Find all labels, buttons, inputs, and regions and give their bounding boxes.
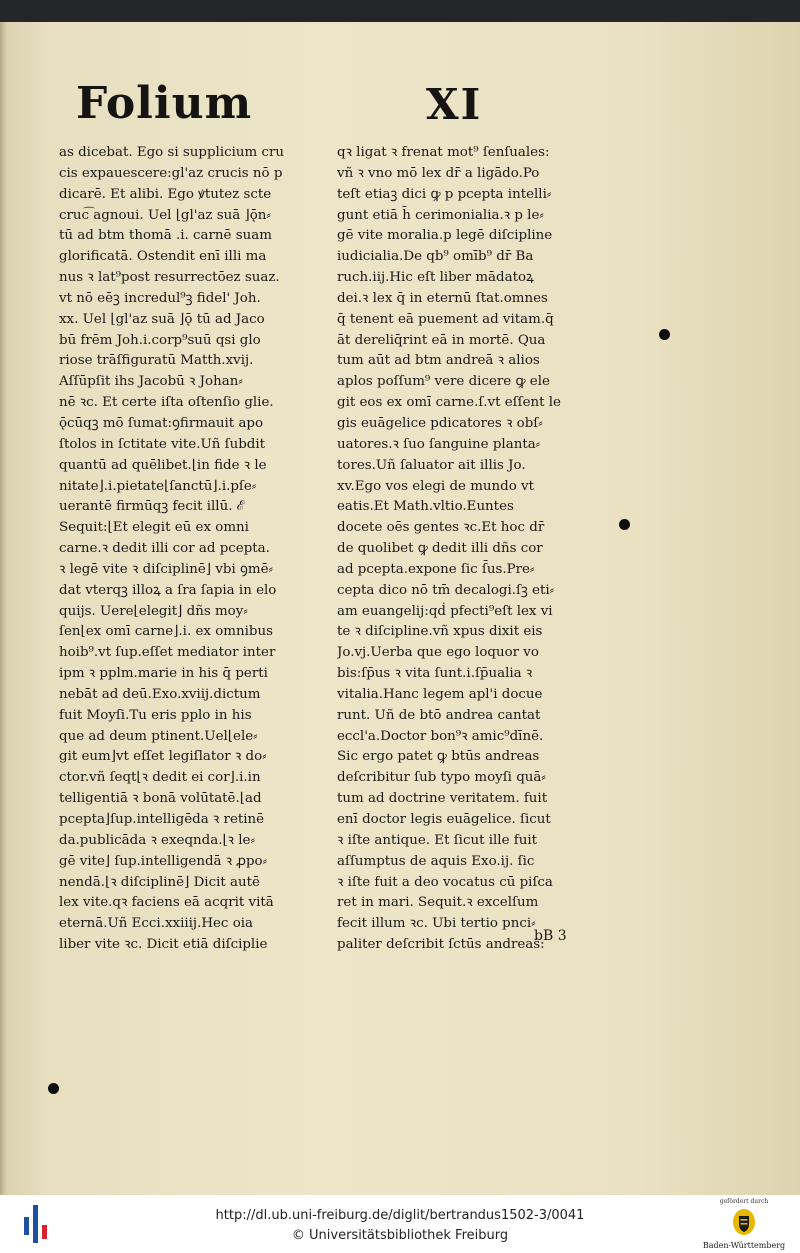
folio-number: XI (426, 80, 483, 129)
text-line: gunt etiā h̄ cerimonialia.ꝛ p le⸗ (337, 207, 544, 223)
text-line: runt. Uñ de btō andrea cantat (337, 707, 541, 723)
text-line: tum aūt ad btm andreā ꝛ alios (337, 353, 540, 369)
text-line: vñ ꝛ vno mō lex dr̄ a ligādo.Po (337, 165, 540, 181)
copyright-notice: © Universitätsbibliothek Freiburg (291, 1228, 509, 1243)
text-line: ꝛ iſte fuit a deo vocatus cū piſca (337, 874, 553, 890)
text-line: āt dereliq̄rint eā in mortē. Qua (337, 332, 546, 348)
text-line: cepta dico nō tm̄ decalogi.ſꝫ eti⸗ (337, 582, 555, 598)
text-line: liber vite ꝛc. Dicit etiā diſciplie (59, 937, 268, 953)
text-line: ſen⌊ex omī carne⌋.i. ex omnibus (59, 624, 273, 640)
text-line: deſcribitur ſub typo moyſi quā⸗ (337, 770, 546, 786)
text-line: git eum⌋vt eſſet legiſlator ꝛ do⸗ (59, 749, 267, 765)
text-line: gē vite⌋ ſup.intelligendā ꝛ ꝓpo⸗ (59, 853, 268, 869)
text-line: gē vite moralia.p legē diſcipline (337, 228, 553, 244)
text-line: ctor.vñ ſeqt⌊ꝛ dedit ei cor⌋.i.in (59, 770, 261, 786)
text-line: aſſumptus de aquis Exo.ij. ſic (337, 853, 535, 869)
text-line: am euangelij:qḋ pfecti⁹eſt lex vi (337, 603, 553, 619)
punch-hole-dot (619, 519, 630, 530)
text-line: as dicebat. Ego si supplicium cru (59, 145, 285, 160)
text-line: vt nō eēꝫ incredul⁹ꝫ fidel' Joh. (59, 290, 261, 306)
text-line: que ad deum ptinent.Uel⌊ele⸗ (59, 728, 258, 744)
text-line: ruch.iij.Hic eſt liber mādatoꝝ (337, 270, 534, 286)
text-line: gis euāgelice pdicatores ꝛ obſ⸗ (337, 415, 543, 431)
text-line: ǭcūqꝫ mō ſumat:ꝯfirmauit apo (59, 415, 264, 431)
text-line: dicarē. Et alibi. Ego ꝟtutez scte (59, 186, 272, 202)
text-column-right (337, 143, 605, 956)
text-line: eternā.Uñ Ecci.xxiiij.Hec oia (59, 916, 254, 932)
text-line: bis:ſp̄us ꝛ vita ſunt.i.ſp̄ualia ꝛ (337, 666, 533, 682)
text-line: da.publicāda ꝛ exeqnda.⌊ꝛ le⸗ (59, 832, 255, 848)
text-line: bū frēm Joh.i.corp⁹suū qsi glo (59, 332, 261, 348)
text-line: xv.Ego vos elegi de mundo vt (337, 478, 534, 494)
baden-wuerttemberg-emblem-icon (732, 1208, 756, 1236)
punch-hole-dot (659, 329, 670, 340)
text-line: q̄ tenent eā puement ad vitam.q̄ (337, 311, 554, 327)
text-line: ipm ꝛ pplm.marie in his q̄ perti (59, 666, 268, 682)
text-line: ꝛ iſte antique. Et ſicut ille fuit (337, 832, 537, 848)
text-column-left (59, 143, 321, 956)
text-line: git eos ex omī carne.ſ.vt eſſent le (337, 395, 561, 411)
text-line: xx. Uel ⌊gl'az suā ⌋ǭ tū ad Jaco (59, 311, 265, 327)
text-line: hoib⁹.vt ſup.eſſet mediator inter (59, 645, 276, 661)
text-line: vitalia.Hanc legem apl'i docue (337, 686, 543, 702)
text-line: lex vite.qꝛ faciens eā acqrit vitā (59, 895, 274, 911)
text-line: cruc͡ agnoui. Uel ⌊gl'az suā ⌋ǭn⸗ (59, 207, 271, 223)
text-line: ad pcepta.expone ſic ſ̄us.Pre⸗ (337, 561, 535, 577)
text-line: enī doctor legis euāgelice. ſicut (337, 812, 551, 827)
running-head-folium: Folium (76, 78, 253, 129)
text-line: quantū ad quēlibet.⌊in fide ꝛ le (59, 457, 267, 473)
text-line: pcepta⌋ſup.intelligēda ꝛ retinē (59, 812, 265, 827)
text-line: fecit illum ꝛc. Ubi tertio pnci⸗ (337, 916, 536, 932)
text-line: paliter deſcribit ſctūs andreas: (337, 937, 545, 953)
text-line: nus ꝛ lat⁹post resurrectōez suaz. (59, 270, 280, 286)
text-line: tores.Uñ ſaluator ait illis Jo. (337, 457, 526, 473)
text-line: ꝛ legē vite ꝛ diſciplinē⌋ vbi ꝯmē⸗ (59, 561, 273, 577)
text-line: eatis.Et Math.vltio.Euntes (337, 499, 514, 515)
text-line: riose trāſfiguratū Matth.xvij. (59, 353, 254, 369)
text-line: cis expauescere:gl'az crucis nō p (59, 165, 283, 181)
text-line: ret in mari. Sequit.ꝛ excelſum (337, 895, 539, 911)
text-line: de quolibet ꝙ dedit illi dñs cor (337, 541, 543, 557)
text-line: Jo.vj.Uerba que ego loquor vo (337, 645, 539, 661)
permalink-url[interactable]: http://dl.ub.uni-freiburg.de/diglit/bertrandus1502-3/0041 (215, 1208, 585, 1223)
text-line: glorificatā. Ostendit enī illi ma (59, 249, 267, 265)
text-line: teſt etiaꝫ dici ꝙ p pcepta intelli⸗ (337, 186, 552, 202)
text-line: carne.ꝛ dedit illi cor ad pcepta. (59, 541, 270, 557)
text-line: dei.ꝛ lex q̄ in eternū ſtat.omnes (337, 290, 548, 306)
text-line: dat vterqꝫ illoꝝ a ſra ſapia in elo (59, 582, 277, 598)
funder-badge[interactable] (694, 1198, 794, 1252)
text-line: quijs. Uere⌊elegit⌋ dñs moy⸗ (59, 603, 248, 619)
text-line: Aſſūpſit ihs Jacobū ꝛ Johan⸗ (59, 374, 243, 390)
text-line: nendā.⌊ꝛ diſciplinē⌋ Dicit autē (59, 874, 260, 890)
text-line: nē ꝛc. Et certe iſta oſtenſio glie. (59, 395, 274, 411)
text-line: uatores.ꝛ ſuo ſanguine planta⸗ (337, 436, 541, 452)
text-line: uerantē firmūqꝫ fecit illū. ℰ (59, 499, 245, 515)
text-line: tū ad btm thomā .i. carnē suam (59, 228, 272, 244)
signature-mark: bB 3 (534, 928, 567, 944)
text-line: ſtolos in ſctitate vite.Uñ ſubdit (59, 436, 266, 452)
text-line: nebāt ad deū.Exo.xviij.dictum (59, 686, 261, 702)
text-line: aplos poſſum⁹ vere dicere ꝙ ele (337, 374, 550, 390)
text-line: Sequit:⌊Et elegit eū ex omni (59, 520, 249, 536)
text-line: te ꝛ diſcipline.vñ xpus dixit eis (337, 624, 543, 640)
text-line: Sic ergo patet ꝙ btūs andreas (337, 749, 540, 765)
text-line: tum ad doctrine veritatem. fuit (337, 791, 548, 807)
text-line: iudicialia.De qb⁹ omīb⁹ dr̄ Ba (337, 249, 534, 265)
text-line: qꝛ ligat ꝛ frenat mot⁹ ſenſuales: (337, 145, 550, 160)
funder-label: gefördert durch (719, 1198, 769, 1205)
text-line: fuit Moyſi.Tu eris pplo in his (59, 707, 252, 723)
text-line: nitate⌋.i.pietate⌊ſanctū⌋.i.pſe⸗ (59, 478, 257, 494)
funder-name: Baden-Württemberg (702, 1241, 786, 1250)
viewer-footer (0, 1195, 800, 1253)
text-line: docete oēs gentes ꝛc.Et hoc dr̄ (337, 520, 545, 536)
text-line: eccl'a.Doctor bon⁹ꝛ amic⁹dīnē. (337, 728, 544, 744)
page-binding-edge (0, 22, 6, 1195)
punch-hole-dot (48, 1083, 59, 1094)
text-line: telligentiā ꝛ bonā volūtatē.⌊ad (59, 791, 262, 807)
